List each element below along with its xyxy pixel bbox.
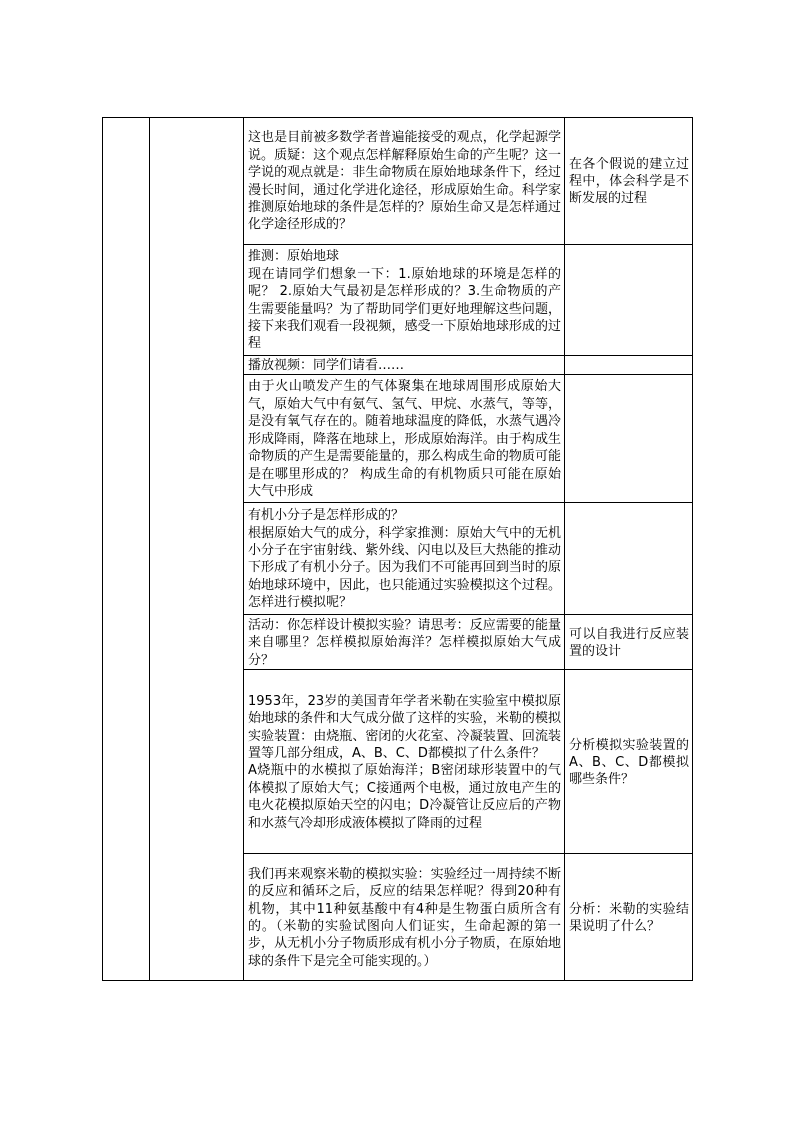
note-cell [565, 670, 693, 854]
lesson-plan-table [102, 117, 693, 981]
content-text: 这也是目前被多数学者普遍能接受的观点，化学起源学说。质疑：这个观点怎样解释原始生命的产生呢？这一学说的观点就是：非生命物质在原始地球条件下，经过漫长时间，通过化学进化途径，形成原始生命。科学家推测原始地球的条件是怎样的？原始生命又是怎样通过化学途径形成的？ [248, 130, 561, 233]
content-cell [244, 854, 565, 981]
content-cell [244, 118, 565, 245]
content-cell [244, 356, 565, 375]
content-cell [244, 245, 565, 356]
note-cell [565, 854, 693, 981]
note-cell [565, 118, 693, 245]
note-cell [565, 245, 693, 356]
content-cell [244, 375, 565, 503]
note-text: 可以自我进行反应装置的设计 [569, 626, 689, 659]
content-text: 我们再来观察米勒的模拟实验：实验经过一周持续不断的反应和循环之后，反应的结果怎样呢？得到20种有机物，其中11种氨基酸中有4种是生物蛋白质所含有的。（米勒的实验试图向人们证实，生命起源的第一步，从无机小分子物质形成有机小分子物质，在原始地球的条件下是完全可能实现的。） [248, 866, 561, 969]
table-row [103, 118, 693, 245]
content-text: 有机小分子是怎样形成的？ 根据原始大气的成分，科学家推测：原始大气中的无机小分子在宇宙射线、紫外线、闪电以及巨大热能的推动下形成了有机小分子。因为我们不可能再回到当时的原始地球环境中，因此，也只能通过实验模拟这个过程。怎样进行模拟呢？ [248, 508, 561, 611]
stage-cell [103, 118, 150, 981]
content-text: 活动：你怎样设计模拟实验？请思考：反应需要的能量来自哪里？怎样模拟原始海洋？怎样模拟原始大气成分？ [248, 617, 561, 668]
content-cell [244, 670, 565, 854]
content-text: 推测：原始地球 现在请同学们想象一下：1.原始地球的环境是怎样的呢？ 2.原始大气最初是怎样形成的？3.生命物质的产生需要能量吗？为了帮助同学们更好地理解这些问题，接下来我们观看一段视频，感受一下原始地球形成的过程 [248, 249, 561, 352]
objective-cell [150, 118, 244, 981]
note-text: 在各个假说的建立过程中，体会科学是不断发展的过程 [569, 157, 689, 206]
content-cell [244, 503, 565, 615]
content-cell [244, 615, 565, 670]
note-cell [565, 615, 693, 670]
content-text: 由于火山喷发产生的气体聚集在地球周围形成原始大气，原始大气中有氨气、氢气、甲烷、水蒸气，等等，是没有氧气存在的。随着地球温度的降低，水蒸气遇冷形成降雨，降落在地球上，形成原始海洋。由于构成生命物质的产生是需要能量的，那么构成生命的物质可能是在哪里形成的？ 构成生命的有机物质只可能在原始大气中形成 [248, 379, 561, 499]
content-text: 播放视频：同学们请看…… [248, 358, 405, 373]
note-cell [565, 356, 693, 375]
note-text: 分析模拟实验装置的A、B、C、D都模拟哪些条件？ [569, 737, 689, 787]
note-text: 分析：米勒的实验结果说明了什么？ [569, 901, 689, 934]
note-cell [565, 375, 693, 503]
content-text: 1953年，23岁的美国青年学者米勒在实验室中模拟原始地球的条件和大气成分做了这样的实验，米勒的模拟实验装置：由烧瓶、密闭的火花室、冷凝装置、回流装置等几部分组成，A、B、C、D都模拟了什么条件？ A烧瓶中的水模拟了原始海洋；B密闭球形装置中的气体模拟了原始大气；C接通两个电极，通过放电产生的电火花模拟原始天空的闪电；D冷凝管让反应后的产物和水蒸气冷却形成液体模拟了降雨的过程 [248, 693, 561, 831]
note-cell [565, 503, 693, 615]
